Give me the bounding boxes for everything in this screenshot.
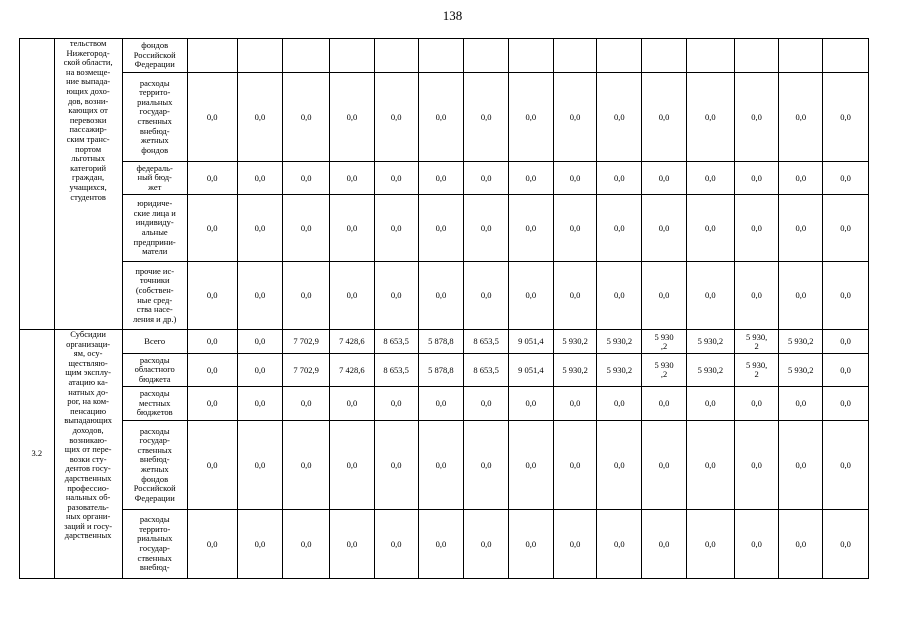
value-cell xyxy=(509,39,554,73)
value-cell: 0,0 xyxy=(237,195,283,262)
value-cell: 0,0 xyxy=(509,262,554,330)
value-cell: 0,0 xyxy=(187,262,237,330)
funding-source-cell: расходы террито- риальных государ- ственных внебюд- xyxy=(122,510,187,579)
value-cell: 5 930,2 xyxy=(686,330,734,354)
value-cell: 0,0 xyxy=(187,354,237,387)
value-cell: 0,0 xyxy=(779,421,823,510)
value-cell: 0,0 xyxy=(597,421,642,510)
value-cell: 0,0 xyxy=(509,73,554,162)
funding-source-cell: расходы государ- ственных внебюд- жетных фондов Российской Федерации xyxy=(122,421,187,510)
value-cell: 0,0 xyxy=(553,262,597,330)
value-cell: 0,0 xyxy=(823,510,869,579)
value-cell: 9 051,4 xyxy=(509,354,554,387)
value-cell xyxy=(597,39,642,73)
value-cell: 0,0 xyxy=(553,510,597,579)
funding-source-cell: расходы террито- риальных государ- ственных внебюд- жетных фондов xyxy=(122,73,187,162)
value-cell: 5 930,2 xyxy=(779,354,823,387)
value-cell: 0,0 xyxy=(642,510,687,579)
value-cell xyxy=(686,39,734,73)
funding-source-cell: федераль- ный бюд- жет xyxy=(122,162,187,195)
value-cell: 0,0 xyxy=(283,421,330,510)
value-cell: 0,0 xyxy=(464,73,509,162)
value-cell: 0,0 xyxy=(509,421,554,510)
value-cell: 0,0 xyxy=(418,510,464,579)
value-cell: 0,0 xyxy=(734,421,779,510)
value-cell: 0,0 xyxy=(823,73,869,162)
value-cell xyxy=(779,39,823,73)
table-row xyxy=(20,162,869,195)
value-cell: 0,0 xyxy=(418,262,464,330)
value-cell: 0,0 xyxy=(597,162,642,195)
value-cell xyxy=(237,39,283,73)
table-row xyxy=(20,195,869,262)
value-cell: 0,0 xyxy=(779,262,823,330)
value-cell: 0,0 xyxy=(283,262,330,330)
value-cell: 0,0 xyxy=(187,421,237,510)
value-cell: 0,0 xyxy=(597,195,642,262)
value-cell: 0,0 xyxy=(187,510,237,579)
value-cell: 0,0 xyxy=(283,510,330,579)
funding-source-cell: расходы местных бюджетов xyxy=(122,387,187,421)
value-cell xyxy=(418,39,464,73)
value-cell xyxy=(187,39,237,73)
value-cell: 0,0 xyxy=(823,262,869,330)
value-cell: 0,0 xyxy=(237,421,283,510)
funding-source-cell: юридиче- ские лица и индивиду- альные предприни- матели xyxy=(122,195,187,262)
value-cell: 7 702,9 xyxy=(283,354,330,387)
funding-source-cell: фондов Российской Федерации xyxy=(122,39,187,73)
value-cell: 0,0 xyxy=(597,387,642,421)
value-cell: 0,0 xyxy=(374,262,418,330)
value-cell: 0,0 xyxy=(283,387,330,421)
value-cell: 5 930 ,2 xyxy=(642,354,687,387)
value-cell xyxy=(642,39,687,73)
table-row xyxy=(20,39,869,73)
value-cell: 0,0 xyxy=(734,262,779,330)
value-cell: 0,0 xyxy=(237,73,283,162)
value-cell: 5 930,2 xyxy=(553,354,597,387)
value-cell: 5 930, 2 xyxy=(734,330,779,354)
value-cell: 0,0 xyxy=(187,330,237,354)
value-cell: 0,0 xyxy=(686,195,734,262)
table-row xyxy=(20,421,869,510)
value-cell: 0,0 xyxy=(734,162,779,195)
value-cell: 0,0 xyxy=(686,262,734,330)
value-cell: 0,0 xyxy=(237,387,283,421)
value-cell: 0,0 xyxy=(734,387,779,421)
value-cell: 0,0 xyxy=(330,421,375,510)
value-cell: 0,0 xyxy=(823,387,869,421)
value-cell: 0,0 xyxy=(509,387,554,421)
value-cell: 0,0 xyxy=(779,162,823,195)
value-cell: 0,0 xyxy=(553,162,597,195)
value-cell: 0,0 xyxy=(283,73,330,162)
table-row xyxy=(20,387,869,421)
value-cell: 0,0 xyxy=(553,387,597,421)
value-cell: 0,0 xyxy=(823,354,869,387)
value-cell: 9 051,4 xyxy=(509,330,554,354)
value-cell: 0,0 xyxy=(779,73,823,162)
value-cell: 0,0 xyxy=(779,387,823,421)
value-cell: 0,0 xyxy=(597,262,642,330)
value-cell: 0,0 xyxy=(823,162,869,195)
value-cell xyxy=(464,39,509,73)
value-cell: 0,0 xyxy=(686,421,734,510)
item-description-cell: Субсидии организаци- ям, осу- ществляю- щим эксплу- атацию ка- натных до- рог, на ком- пенсацию выпадающих доходов, возникаю- щих от пере- возки сту- дентов госу- дарственных профессио- нальных об- разователь- ных органи- заций и госу- дарственных xyxy=(54,330,122,579)
funding-source-cell: прочие ис- точники (собствен- ные сред- ства насе- ления и др.) xyxy=(122,262,187,330)
value-cell: 0,0 xyxy=(686,73,734,162)
value-cell: 0,0 xyxy=(374,195,418,262)
value-cell: 7 428,6 xyxy=(330,354,375,387)
value-cell xyxy=(734,39,779,73)
value-cell: 7 428,6 xyxy=(330,330,375,354)
value-cell: 0,0 xyxy=(464,262,509,330)
value-cell: 0,0 xyxy=(823,195,869,262)
table-row xyxy=(20,330,869,354)
value-cell: 0,0 xyxy=(464,387,509,421)
funding-source-cell: расходы областного бюджета xyxy=(122,354,187,387)
value-cell: 5 878,8 xyxy=(418,354,464,387)
value-cell: 0,0 xyxy=(642,262,687,330)
value-cell: 0,0 xyxy=(553,73,597,162)
value-cell: 0,0 xyxy=(187,195,237,262)
value-cell: 0,0 xyxy=(418,421,464,510)
value-cell: 0,0 xyxy=(237,510,283,579)
value-cell: 0,0 xyxy=(283,162,330,195)
value-cell: 5 930,2 xyxy=(597,354,642,387)
value-cell: 0,0 xyxy=(330,195,375,262)
value-cell: 0,0 xyxy=(330,162,375,195)
value-cell: 0,0 xyxy=(686,387,734,421)
value-cell xyxy=(823,39,869,73)
value-cell: 0,0 xyxy=(509,510,554,579)
value-cell: 0,0 xyxy=(597,510,642,579)
value-cell: 0,0 xyxy=(237,354,283,387)
table-row xyxy=(20,73,869,162)
value-cell: 0,0 xyxy=(374,387,418,421)
value-cell: 5 930,2 xyxy=(597,330,642,354)
value-cell: 0,0 xyxy=(553,195,597,262)
value-cell: 0,0 xyxy=(330,73,375,162)
value-cell: 0,0 xyxy=(464,510,509,579)
value-cell xyxy=(283,39,330,73)
value-cell: 0,0 xyxy=(686,510,734,579)
value-cell: 0,0 xyxy=(418,387,464,421)
value-cell: 0,0 xyxy=(642,387,687,421)
table-row xyxy=(20,510,869,579)
value-cell: 0,0 xyxy=(642,162,687,195)
value-cell: 0,0 xyxy=(734,195,779,262)
value-cell: 0,0 xyxy=(734,510,779,579)
page-number: 138 xyxy=(442,8,463,23)
value-cell: 8 653,5 xyxy=(464,330,509,354)
value-cell: 0,0 xyxy=(686,162,734,195)
value-cell: 0,0 xyxy=(464,421,509,510)
value-cell: 5 930,2 xyxy=(779,330,823,354)
value-cell: 0,0 xyxy=(779,195,823,262)
table-row xyxy=(20,262,869,330)
value-cell: 0,0 xyxy=(642,421,687,510)
funding-source-cell: Всего xyxy=(122,330,187,354)
value-cell: 7 702,9 xyxy=(283,330,330,354)
value-cell: 0,0 xyxy=(187,162,237,195)
value-cell: 8 653,5 xyxy=(374,354,418,387)
value-cell: 5 930,2 xyxy=(553,330,597,354)
value-cell xyxy=(330,39,375,73)
value-cell xyxy=(553,39,597,73)
value-cell: 5 930,2 xyxy=(686,354,734,387)
value-cell: 0,0 xyxy=(187,387,237,421)
value-cell: 8 653,5 xyxy=(464,354,509,387)
value-cell: 5 878,8 xyxy=(418,330,464,354)
value-cell: 0,0 xyxy=(330,510,375,579)
value-cell: 0,0 xyxy=(597,73,642,162)
value-cell: 0,0 xyxy=(330,262,375,330)
value-cell: 8 653,5 xyxy=(374,330,418,354)
value-cell: 0,0 xyxy=(237,162,283,195)
item-code-cell: 3.2 xyxy=(20,330,55,579)
value-cell: 0,0 xyxy=(330,387,375,421)
value-cell: 0,0 xyxy=(509,162,554,195)
value-cell: 0,0 xyxy=(418,162,464,195)
value-cell: 0,0 xyxy=(642,195,687,262)
value-cell xyxy=(374,39,418,73)
value-cell: 5 930, 2 xyxy=(734,354,779,387)
value-cell: 0,0 xyxy=(464,195,509,262)
value-cell: 0,0 xyxy=(237,262,283,330)
value-cell: 5 930 ,2 xyxy=(642,330,687,354)
value-cell: 0,0 xyxy=(418,73,464,162)
value-cell: 0,0 xyxy=(642,73,687,162)
value-cell: 0,0 xyxy=(823,330,869,354)
value-cell: 0,0 xyxy=(418,195,464,262)
item-code-cell xyxy=(20,39,55,330)
value-cell: 0,0 xyxy=(187,73,237,162)
value-cell: 0,0 xyxy=(823,421,869,510)
budget-table xyxy=(19,38,869,579)
value-cell: 0,0 xyxy=(374,162,418,195)
value-cell: 0,0 xyxy=(374,73,418,162)
value-cell: 0,0 xyxy=(374,510,418,579)
value-cell: 0,0 xyxy=(237,330,283,354)
table-row xyxy=(20,354,869,387)
value-cell: 0,0 xyxy=(464,162,509,195)
value-cell: 0,0 xyxy=(374,421,418,510)
value-cell: 0,0 xyxy=(509,195,554,262)
value-cell: 0,0 xyxy=(779,510,823,579)
value-cell: 0,0 xyxy=(283,195,330,262)
value-cell: 0,0 xyxy=(734,73,779,162)
item-description-cell: тельством Нижегород- ской области, на возмеще- ние выпада- ющих дохо- дов, возни- кающих от перевозки пассажир- ским транс- портом льготных категорий граждан, учащихся, студентов xyxy=(54,39,122,330)
value-cell: 0,0 xyxy=(553,421,597,510)
